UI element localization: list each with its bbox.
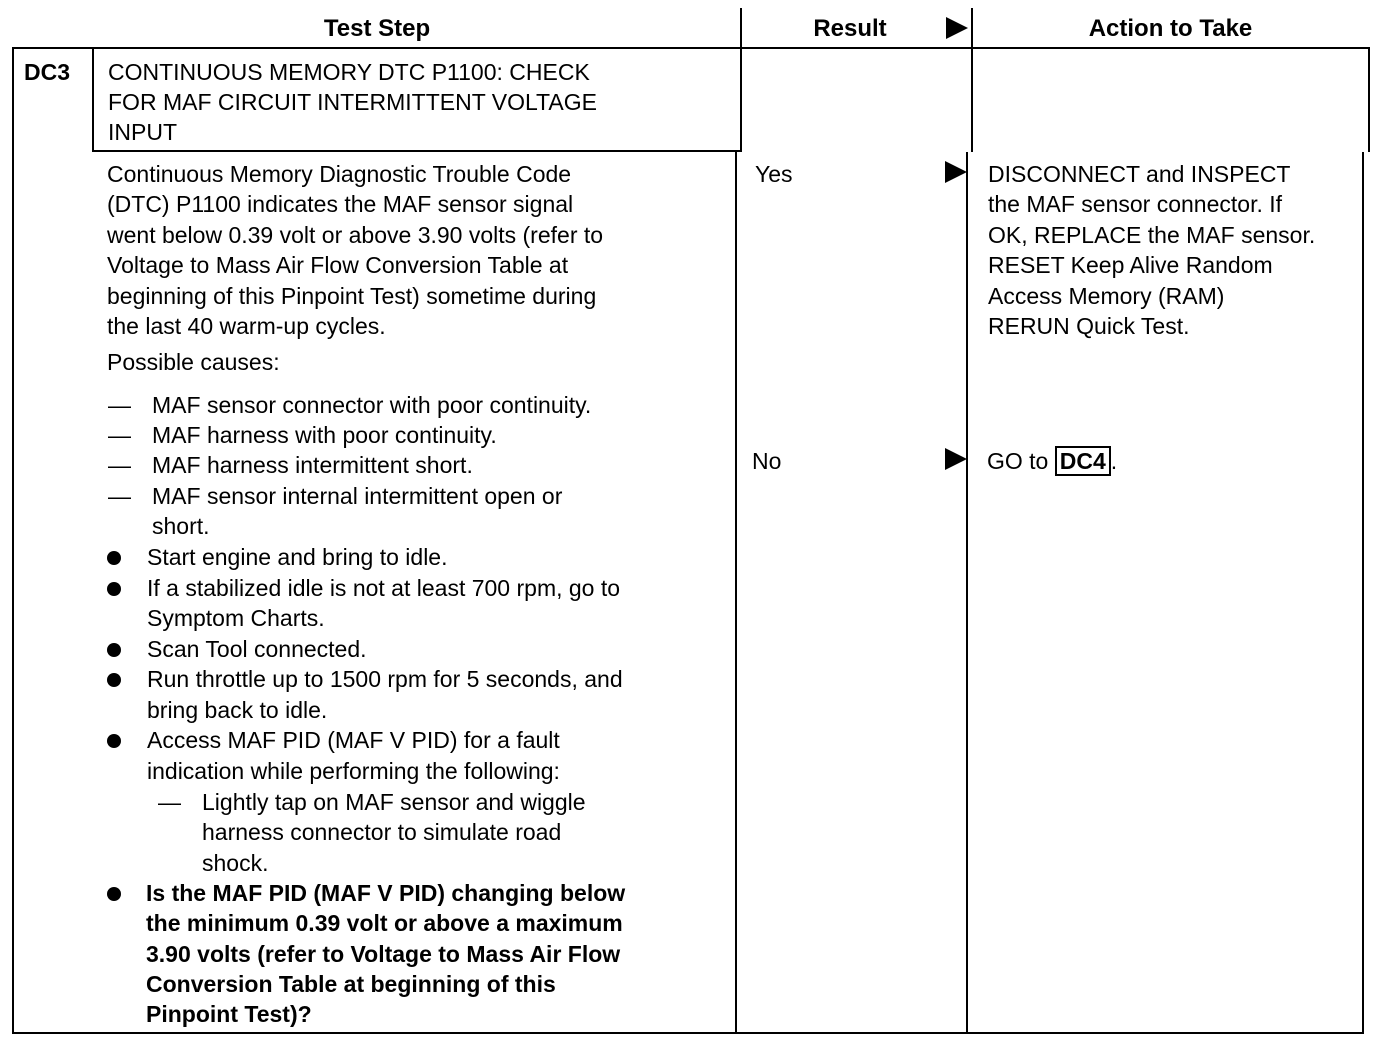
action-yes-line-4: RESET Keep Alive Random <box>988 252 1273 278</box>
cause-dash-3: — <box>108 452 131 478</box>
bullet-5-line-2: indication while performing the following: <box>147 758 560 784</box>
bullet-dot-3 <box>107 643 121 657</box>
bullet-5-line-1: Access MAF PID (MAF V PID) for a fault <box>147 727 560 753</box>
action-no <box>987 446 1117 476</box>
question-line-4: Conversion Table at beginning of this <box>146 971 556 997</box>
bullet-dot-1 <box>107 551 121 565</box>
header-result: Result <box>813 15 887 42</box>
cause-4-line-1: MAF sensor internal intermittent open or <box>152 483 563 509</box>
title-bottom-rule <box>93 150 741 152</box>
header-action-to-take: Action to Take <box>1088 15 1253 42</box>
table-right-border-top <box>1368 47 1370 152</box>
question-line-2: the minimum 0.39 volt or above a maximum <box>146 910 623 936</box>
question-line-1: Is the MAF PID (MAF V PID) changing below <box>146 880 626 906</box>
sub-item-line-3: shock. <box>202 850 269 876</box>
sub-item-dash: — <box>158 789 181 815</box>
intro-line-5: beginning of this Pinpoint Test) sometime during <box>107 283 597 309</box>
action-yes-line-6: RERUN Quick Test. <box>988 313 1190 339</box>
table-bottom-rule <box>12 1032 1364 1034</box>
result-action-divider-bottom <box>966 152 968 1034</box>
bullet-4-line-2: bring back to idle. <box>147 697 328 723</box>
cause-dash-4: — <box>108 483 131 509</box>
bullet-dot-5 <box>107 734 121 748</box>
result-yes-label: Yes <box>755 161 793 187</box>
action-yes-line-5: Access Memory (RAM) <box>988 283 1225 309</box>
sub-item-line-2: harness connector to simulate road <box>202 819 562 845</box>
bullet-4-line-1: Run throttle up to 1500 rpm for 5 seconds, and <box>147 666 623 692</box>
cause-4-line-2: short. <box>152 513 210 539</box>
header-bottom-rule <box>12 47 1370 49</box>
step-title-line-3: INPUT <box>108 119 177 145</box>
intro-line-1: Continuous Memory Diagnostic Trouble Code <box>107 161 572 187</box>
header-test-step: Test Step <box>323 15 431 42</box>
step-result-divider-bottom <box>735 152 737 1034</box>
cause-3: MAF harness intermittent short. <box>152 452 473 478</box>
intro-line-6: the last 40 warm-up cycles. <box>107 313 386 339</box>
bullet-1: Start engine and bring to idle. <box>147 544 448 570</box>
bullet-dot-4 <box>107 673 121 687</box>
goto-dc4-link[interactable]: DC4 <box>1055 446 1111 476</box>
result-no-arrow-icon <box>945 448 967 470</box>
intro-line-3: went below 0.39 volt or above 3.90 volts (refer to <box>107 222 604 248</box>
table-right-border-bottom <box>1362 152 1364 1034</box>
cause-dash-2: — <box>108 422 131 448</box>
step-id-divider <box>92 47 94 152</box>
action-yes-line-2: the MAF sensor connector. If <box>988 191 1283 217</box>
bullet-2-line-2: Symptom Charts. <box>147 605 325 631</box>
intro-line-2: (DTC) P1100 indicates the MAF sensor signal <box>107 191 574 217</box>
action-no-prefix: GO to <box>987 448 1055 474</box>
step-id: DC3 <box>24 59 71 85</box>
bullet-dot-2 <box>107 582 121 596</box>
question-line-3: 3.90 volts (refer to Voltage to Mass Air Flow <box>146 941 621 967</box>
cause-dash-1: — <box>108 392 131 418</box>
sub-item-line-1: Lightly tap on MAF sensor and wiggle <box>202 789 586 815</box>
header-arrow-icon <box>946 17 968 39</box>
action-yes-line-1: DISCONNECT and INSPECT <box>988 161 1291 187</box>
step-title-line-1: CONTINUOUS MEMORY DTC P1100: CHECK <box>108 59 590 85</box>
bullet-3: Scan Tool connected. <box>147 636 367 662</box>
step-title-line-2: FOR MAF CIRCUIT INTERMITTENT VOLTAGE <box>108 89 597 115</box>
result-no-label: No <box>752 448 782 474</box>
action-no-suffix: . <box>1110 448 1118 474</box>
question-dot <box>107 887 121 901</box>
question-line-5: Pinpoint Test)? <box>146 1001 312 1027</box>
possible-causes-label: Possible causes: <box>107 349 280 375</box>
cause-1: MAF sensor connector with poor continuity. <box>152 392 592 418</box>
table-left-border <box>12 47 14 1034</box>
intro-line-4: Voltage to Mass Air Flow Conversion Table at <box>107 252 569 278</box>
cause-2: MAF harness with poor continuity. <box>152 422 497 448</box>
bullet-2-line-1: If a stabilized idle is not at least 700 rpm, go to <box>147 575 621 601</box>
action-yes-line-3: OK, REPLACE the MAF sensor. <box>988 222 1316 248</box>
result-yes-arrow-icon <box>945 161 967 183</box>
